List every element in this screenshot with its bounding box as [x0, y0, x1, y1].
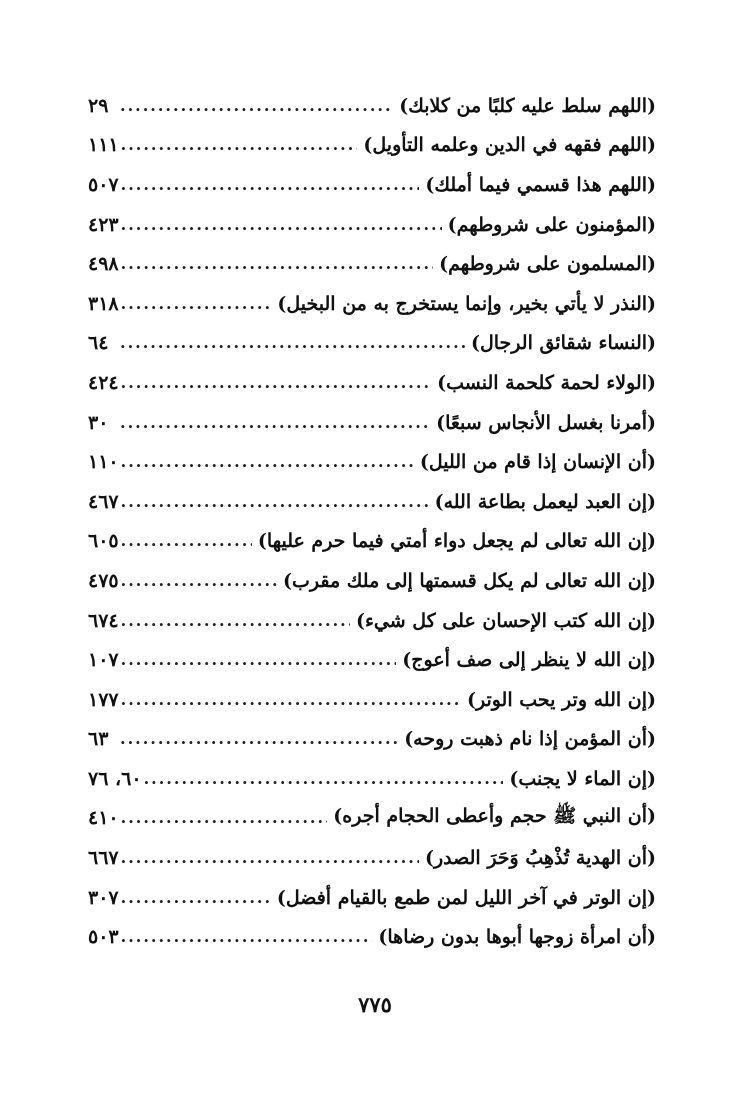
entry-text: (إن الله لا ينظر إلى صف أعوج)	[402, 649, 656, 672]
entry-page-number: ٤٢٣	[88, 213, 119, 236]
entry-page-number: ١٠٧	[88, 649, 119, 672]
entry-text: (النذر لا يأتي بخير، وإنما يستخرج به من البخيل)	[277, 292, 656, 315]
hadith-index-list	[88, 86, 656, 957]
index-entry	[88, 86, 656, 126]
index-entry	[88, 720, 656, 760]
entry-text: (إن الله تعالى لم يكل قسمتها إلى ملك مقرب)	[283, 569, 656, 592]
page-number: ٧٧٥	[358, 992, 392, 1017]
leader-dots	[120, 94, 393, 118]
entry-page-number: ٦٠٥	[88, 530, 119, 553]
leader-dots	[121, 252, 434, 276]
index-entry	[88, 838, 656, 878]
entry-text: (المؤمنون على شروطهم)	[447, 213, 656, 236]
leader-dots	[121, 846, 419, 870]
index-entry	[88, 759, 656, 799]
index-entry	[88, 878, 656, 918]
index-entry	[88, 561, 656, 601]
leader-dots	[121, 133, 358, 157]
leader-dots	[121, 609, 350, 633]
entry-page-number: ٥٠٧	[88, 173, 119, 196]
leader-dots	[121, 688, 461, 712]
index-entry	[88, 640, 656, 680]
entry-text: (أمرنا بغسل الأنجاس سبعًا)	[436, 411, 656, 434]
entry-text: (اللهم فقهه في الدين وعلمه التأويل)	[363, 134, 656, 157]
entry-text: (المسلمون على شروطهم)	[439, 253, 656, 276]
index-entry	[88, 165, 656, 205]
entry-page-number: ٦٤	[88, 332, 109, 355]
entry-text: (النساء شقائق الرجال)	[470, 332, 656, 355]
leader-dots	[121, 173, 420, 197]
leader-dots	[121, 569, 277, 593]
entry-page-number: ٦٣	[88, 728, 109, 751]
entry-text: (إن الوتر في آخر الليل لمن طمع بالقيام أفضل)	[276, 886, 656, 909]
entry-text: (اللهم سلط عليه كلبًا من كلابك)	[399, 94, 656, 117]
entry-text: (اللهم هذا قسمي فيما أملك)	[425, 173, 656, 196]
leader-dots	[121, 490, 429, 514]
index-entry	[88, 522, 656, 562]
index-entry	[88, 403, 656, 443]
entry-text: (أن الهدية تُذْهِبُ وَحَرَ الصدر)	[425, 847, 656, 870]
leader-dots	[121, 886, 271, 910]
leader-dots	[121, 371, 431, 395]
index-entry	[88, 799, 656, 839]
entry-text: (إن العبد ليعمل بطاعة الله)	[434, 490, 656, 513]
leader-dots	[144, 767, 504, 791]
leader-dots	[121, 529, 252, 553]
entry-page-number: ٣٠	[88, 411, 109, 434]
leader-dots	[121, 648, 397, 672]
entry-page-number: ٣٠٧	[88, 886, 119, 909]
entry-text: (أن النبي ﷺ حجم وأعطى الحجام أجره)	[333, 805, 656, 828]
entry-page-number: ١١٠	[88, 451, 119, 474]
entry-page-number: ٦٠، ٧٦	[88, 767, 142, 790]
entry-text: (أن امرأة زوجها أبوها بدون رضاها)	[378, 926, 656, 949]
leader-dots	[120, 411, 430, 435]
index-entry	[88, 244, 656, 284]
entry-text: (إن الله تعالى لم يجعل دواء أمتي فيما حرم عليها)	[257, 530, 656, 553]
entry-page-number: ٤٩٨	[88, 253, 119, 276]
entry-page-number: ٥٠٣	[88, 926, 119, 949]
leader-dots	[121, 806, 328, 830]
leader-dots	[120, 727, 398, 751]
entry-page-number: ١١١	[88, 134, 119, 157]
leader-dots	[120, 331, 465, 355]
index-entry	[88, 324, 656, 364]
entry-text: (الولاء لحمة كلحمة النسب)	[437, 371, 656, 394]
leader-dots	[121, 925, 373, 949]
entry-text: (إن الله كتب الإحسان على كل شيء)	[355, 609, 656, 632]
entry-page-number: ٤١٠	[88, 807, 119, 830]
index-entry	[88, 601, 656, 641]
index-entry	[88, 363, 656, 403]
entry-page-number: ٢٩	[88, 94, 109, 117]
entry-page-number: ١٧٧	[88, 688, 119, 711]
entry-page-number: ٦٧٤	[88, 609, 119, 632]
index-entry	[88, 442, 656, 482]
entry-page-number: ٤٢٤	[88, 371, 119, 394]
leader-dots	[121, 292, 272, 316]
entry-text: (إن الله وتر يحب الوتر)	[466, 688, 656, 711]
entry-text: (أن المؤمن إذا نام ذهبت روحه)	[404, 728, 656, 751]
index-entry	[88, 917, 656, 957]
index-entry	[88, 680, 656, 720]
index-entry	[88, 126, 656, 166]
entry-page-number: ٤٧٥	[88, 569, 119, 592]
index-entry	[88, 205, 656, 245]
leader-dots	[121, 450, 414, 474]
entry-text: (إن الماء لا يجنب)	[509, 767, 656, 790]
entry-page-number: ٣١٨	[88, 292, 119, 315]
leader-dots	[121, 213, 442, 237]
entry-page-number: ٤٦٧	[88, 490, 119, 513]
entry-text: (أن الإنسان إذا قام من الليل)	[419, 451, 656, 474]
index-entry	[88, 482, 656, 522]
index-entry	[88, 284, 656, 324]
entry-page-number: ٦٦٧	[88, 847, 119, 870]
